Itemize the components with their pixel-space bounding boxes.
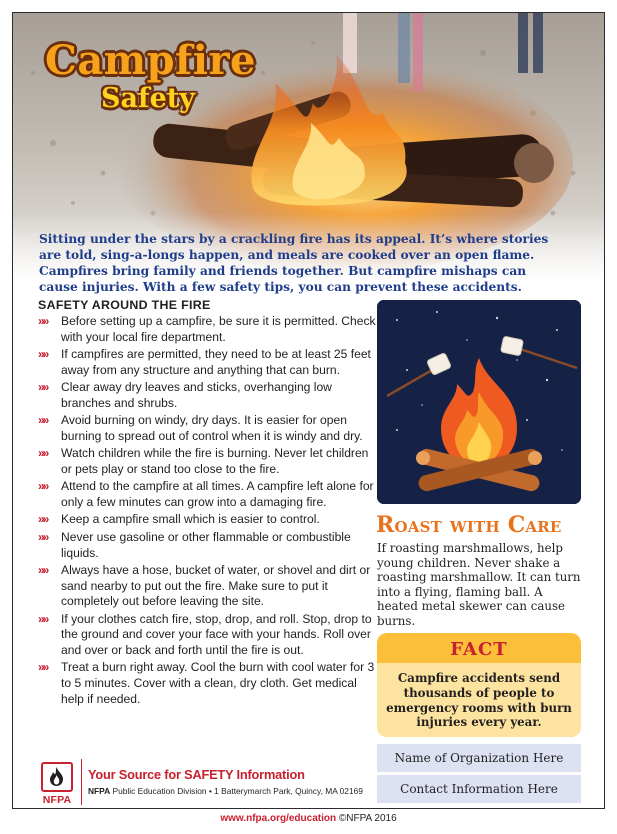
campfire-illustration-icon — [377, 300, 581, 504]
safety-heading: SAFETY AROUND THE FIRE — [38, 298, 211, 312]
list-item — [38, 530, 378, 561]
tip-text: Avoid burning on windy, dry days. It is easier for open burning to spread out of control when it is windy and dry. — [61, 413, 363, 443]
bullet-arrows-icon: »» — [38, 512, 48, 527]
list-item — [38, 347, 378, 378]
bullet-arrows-icon: »» — [38, 347, 48, 362]
nfpa-logo — [37, 762, 77, 808]
roast-heading: Roast with Care — [376, 512, 562, 538]
list-item — [38, 563, 378, 610]
marshmallow-illustration — [377, 300, 581, 504]
bullet-arrows-icon: »» — [38, 446, 48, 461]
bullet-arrows-icon: »» — [38, 660, 48, 675]
bullet-arrows-icon: »» — [38, 563, 48, 578]
title-safety: Safety — [101, 83, 195, 114]
tip-text: Never use gasoline or other flammable or combustible liquids. — [61, 529, 351, 560]
address-text: Public Education Division • 1 Batterymarch Park, Quincy, MA 02169 — [112, 786, 363, 796]
list-item — [38, 380, 378, 411]
bullet-arrows-icon: »» — [38, 413, 48, 428]
list-item — [38, 446, 378, 477]
safety-list-section — [38, 298, 378, 709]
page-footer — [0, 813, 617, 824]
copyright: ©NFPA 2016 — [338, 813, 397, 824]
tip-text: If campfires are permitted, they need to be at least 25 feet away from any structure and anything that can burn. — [61, 347, 371, 377]
bullet-arrows-icon: »» — [38, 314, 48, 328]
list-item — [38, 314, 378, 345]
tip-text: Watch children while the fire is burning. Never let children or pets play or stand too close to the fire. — [61, 446, 369, 476]
bullet-arrows-icon: »» — [38, 479, 48, 494]
tip-text: Clear away dry leaves and sticks, overhanging low branches and shrubs. — [61, 380, 332, 410]
list-item — [38, 413, 378, 444]
bullet-arrows-icon: »» — [38, 380, 48, 395]
tip-text: If your clothes catch fire, stop, drop, and roll. Stop, drop to the ground and cover your face with your hands. Roll over and over or back and forth until the fire is out. — [61, 611, 372, 657]
address-line — [88, 786, 363, 796]
fact-title: FACT — [450, 639, 508, 660]
tip-text: Treat a burn right away. Cool the burn with cool water for 3 to 5 minutes. Cover with a clean, dry cloth. Get medical help if needed. — [61, 660, 375, 706]
address-org: NFPA — [88, 786, 111, 796]
education-link[interactable]: www.nfpa.org/education — [220, 813, 337, 824]
footer-divider — [81, 759, 82, 805]
list-item — [38, 612, 378, 659]
contact-info-field: Contact Information Here — [377, 775, 581, 803]
tip-text: Before setting up a campfire, be sure it is permitted. Check with your local fire department. — [61, 314, 376, 344]
flyer-page — [12, 12, 605, 809]
fact-box — [377, 633, 581, 737]
title-campfire: Campfire — [45, 37, 256, 84]
list-item — [38, 512, 378, 528]
list-item — [38, 479, 378, 510]
tip-text: Keep a campfire small which is easier to control. — [61, 512, 320, 527]
tip-text: Attend to the campfire at all times. A campfire left alone for only a few minutes can grow into a damaging fire. — [61, 479, 374, 509]
intro-paragraph: Sitting under the stars by a crackling fire has its appeal. It’s where stories are told, sing-a-longs happen, and meals are cooked over an open flame. Campfires bring family and friends together. But campfire mishaps can cause injuries. With a few safety tips, you can prevent these accidents. — [39, 232, 549, 294]
bullet-arrows-icon: »» — [38, 611, 48, 626]
flame-logo-icon — [43, 764, 70, 789]
source-tagline: Your Source for SAFETY Information — [88, 767, 305, 782]
tip-text: Always have a hose, bucket of water, or shovel and dirt or sand nearby to put out the fire. Make sure to put it completely out before leaving the site. — [61, 563, 371, 609]
list-item — [38, 660, 378, 707]
organization-name-field: Name of Organization Here — [377, 744, 581, 772]
logo-text: NFPA — [42, 794, 72, 806]
bullet-arrows-icon: »» — [38, 529, 48, 544]
roast-paragraph: If roasting marshmallows, help young children. Never shake a roasting marshmallow. It can turn into a flying, flaming ball. A heated metal skewer can cause burns. — [377, 541, 581, 628]
fact-text: Campfire accidents send thousands of people to emergency rooms with burn injuries every year. — [377, 663, 581, 737]
